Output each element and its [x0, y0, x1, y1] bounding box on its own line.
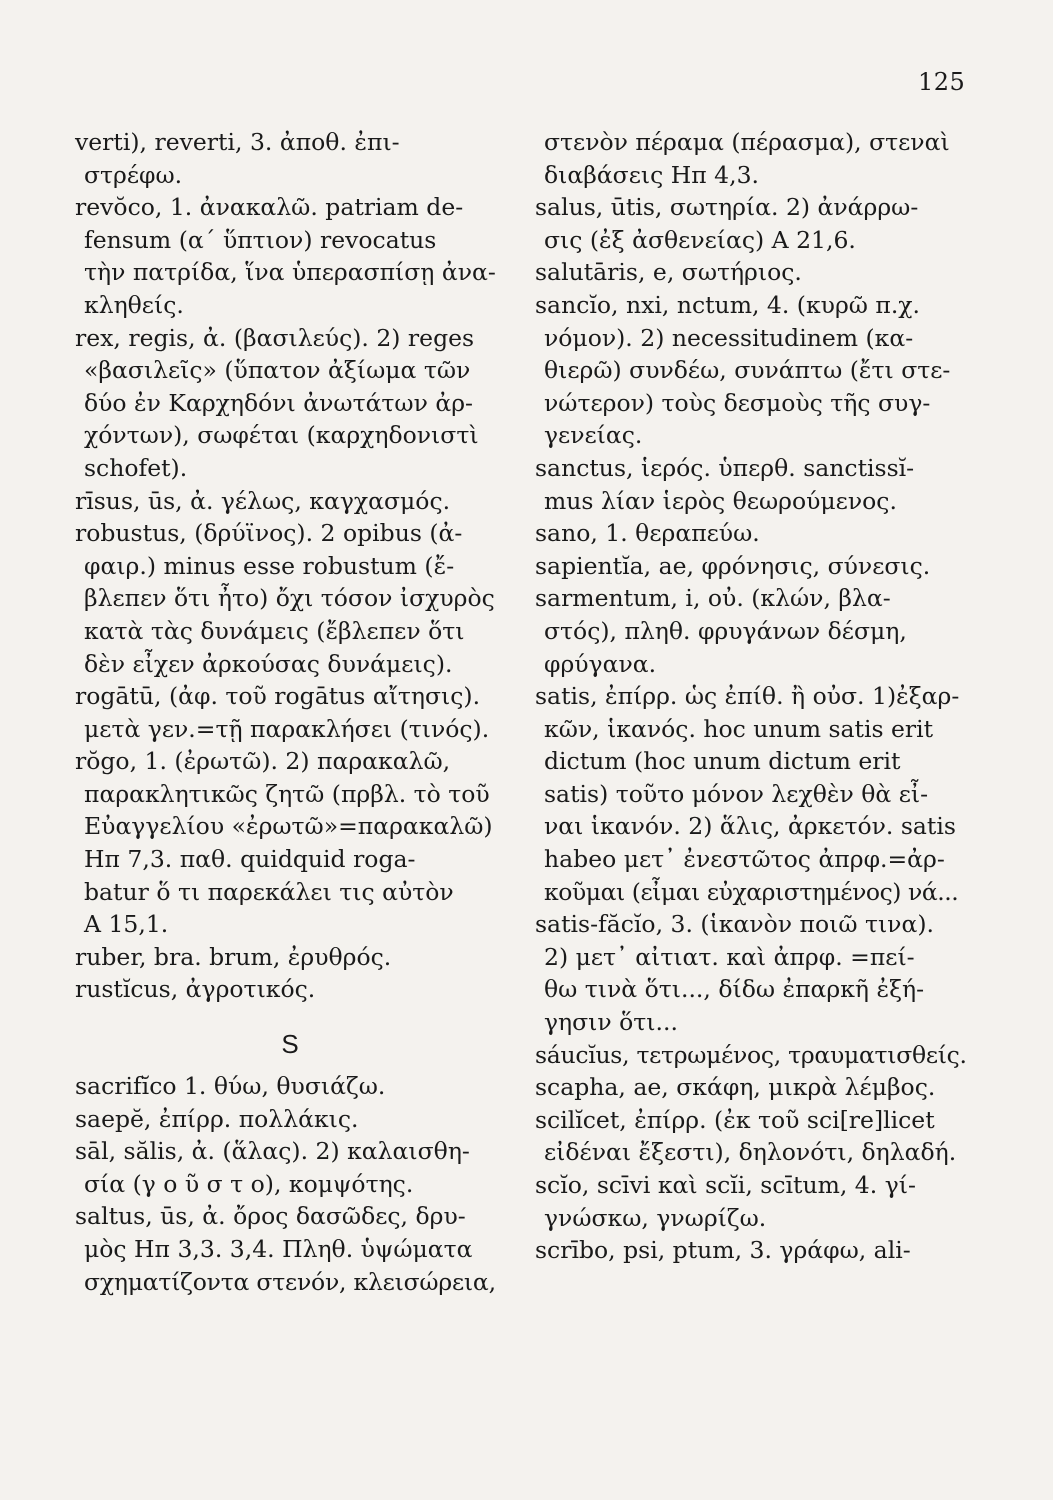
- dictionary-line: sancĭo, nxi, nctum, 4. (κυρῶ π.χ.: [535, 290, 921, 319]
- left-column: [75, 126, 505, 1298]
- dictionary-line: 2) μετ᾽ αἰτιατ. καὶ ἀπρφ. =πεί-: [544, 942, 915, 971]
- page-number: 125: [918, 68, 966, 96]
- dictionary-line: satis) τοῦτο μόνον λεχθὲν θὰ εἶ-: [544, 779, 929, 808]
- dictionary-line: sanctus, ἱερός. ὑπερθ. sanctissĭ-: [535, 453, 915, 482]
- dictionary-line: satis-făcĭo, 3. (ἱκανὸν ποιῶ τινα).: [535, 910, 934, 939]
- section-letter: S: [281, 1029, 299, 1060]
- dictionary-line: φαιρ.) minus esse robustum (ἔ-: [84, 551, 455, 580]
- dictionary-line: satis, ἐπίρρ. ὡς ἐπίθ. ἢ οὐσ. 1)ἐξαρ-: [535, 682, 960, 711]
- dictionary-line: γνώσκω, γνωρίζω.: [544, 1203, 767, 1232]
- dictionary-line: χόντων), σωφέται (καρχηδονιστὶ: [84, 421, 479, 450]
- dictionary-line: κῶν, ἱκανός. hoc unum satis erit: [544, 714, 934, 743]
- dictionary-line: sapientĭa, ae, φρόνησις, σύνεσις.: [535, 551, 931, 580]
- dictionary-line: fensum (α΄ ὕπτιον) revocatus: [84, 225, 437, 254]
- dictionary-line: scrībo, psi, ptum, 3. γράφω, ali-: [535, 1236, 911, 1265]
- dictionary-line: sāl, sălis, ἀ. (ἅλας). 2) καλαισθη-: [75, 1137, 470, 1166]
- dictionary-line: κατὰ τὰς δυνάμεις (ἔβλεπεν ὅτι: [84, 616, 465, 645]
- dictionary-line: σις (ἐξ ἀσθενείας) Α 21,6.: [544, 225, 856, 254]
- dictionary-line: δύο ἐν Καρχηδόνι ἀνωτάτων ἀρ-: [84, 388, 473, 417]
- dictionary-line: μετὰ γεν.=τῇ παρακλήσει (τινός).: [84, 714, 490, 743]
- dictionary-line: Εὐαγγελίου «ἐρωτῶ»=παρακαλῶ): [84, 812, 493, 841]
- dictionary-line: mus λίαν ἱερὸς θεωρούμενος.: [544, 486, 897, 515]
- dictionary-line: rustĭcus, ἀγροτικός.: [75, 975, 316, 1004]
- dictionary-line: batur ὅ τι παρεκάλει τις αὐτὸν: [84, 877, 454, 906]
- dictionary-line: salutāris, e, σωτήριος.: [535, 258, 802, 287]
- dictionary-line: «βασιλεῖς» (ὕπατον ἀξίωμα τῶν: [84, 356, 471, 385]
- dictionary-line: στρέφω.: [84, 160, 183, 189]
- dictionary-line: στενὸν πέραμα (πέρασμα), στεναὶ: [544, 128, 950, 156]
- dictionary-line: rogātū, (ἀφ. τοῦ rogātus αἴτησις).: [75, 682, 481, 711]
- dictionary-line: rīsus, ūs, ἀ. γέλως, καγχασμός.: [75, 486, 451, 515]
- right-column: [535, 126, 967, 1267]
- dictionary-line: σία (γ ο ῦ σ τ ο), κομψότης.: [84, 1169, 414, 1198]
- dictionary-line: salus, ūtis, σωτηρία. 2) ἀνάρρω-: [535, 193, 919, 222]
- dictionary-line: σχηματίζοντα στενόν, κλεισώρεια,: [84, 1267, 496, 1296]
- dictionary-line: βλεπεν ὅτι ἦτο) ὄχι τόσον ἰσχυρὸς: [84, 584, 495, 613]
- dictionary-line: γησιν ὅτι...: [544, 1008, 678, 1037]
- dictionary-line: νόμον). 2) necessitudinem (κα-: [544, 323, 914, 352]
- dictionary-line: θιερῶ) συνδέω, συνάπτω (ἔτι στε-: [544, 356, 951, 385]
- dictionary-line: παρακλητικῶς ζητῶ (πρβλ. τὸ τοῦ: [84, 779, 490, 808]
- dictionary-line: scĭo, scīvi καὶ scĭi, scītum, 4. γί-: [535, 1171, 916, 1199]
- dictionary-line: scapha, ae, σκάφη, μικρὰ λέμβος.: [535, 1073, 936, 1102]
- dictionary-line: κληθείς.: [84, 290, 184, 319]
- dictionary-line: sano, 1. θεραπεύω.: [535, 519, 760, 548]
- dictionary-line: στός), πληθ. φρυγάνων δέσμη,: [544, 616, 907, 645]
- dictionary-line: γενείας.: [544, 421, 643, 450]
- dictionary-line: dictum (hoc unum dictum erit: [544, 747, 901, 776]
- dictionary-line: sacrifĭco 1. θύω, θυσιάζω.: [75, 1072, 386, 1101]
- dictionary-line: εἰδέναι ἔξεστι), δηλονότι, δηλαδή.: [544, 1138, 957, 1167]
- dictionary-line: δὲν εἶχεν ἀρκούσας δυνάμεις).: [84, 649, 453, 678]
- dictionary-line: rex, regis, ἀ. (βασιλεύς). 2) reges: [75, 323, 475, 352]
- left-entries-s: [75, 1070, 505, 1298]
- dictionary-line: ruber, bra. brum, ἐρυθρός.: [75, 942, 392, 971]
- dictionary-line: saepĕ, ἐπίρρ. πολλάκις.: [75, 1104, 359, 1133]
- dictionary-line: saltus, ūs, ἀ. ὄρος δασῶδες, δρυ-: [75, 1202, 466, 1231]
- dictionary-line: νώτερον) τοὺς δεσμοὺς τῆς συγ-: [544, 388, 931, 417]
- dictionary-line: Ηπ 7,3. παθ. quidquid roga-: [84, 845, 416, 874]
- dictionary-line: habeo μετ᾽ ἐνεστῶτος ἀπρφ.=ἀρ-: [544, 845, 945, 874]
- dictionary-line: verti), reverti, 3. ἀποθ. ἐπι-: [75, 128, 400, 156]
- dictionary-line: κοῦμαι (εἶμαι εὐχαριστημένος) νά...: [544, 877, 959, 906]
- dictionary-line: Α 15,1.: [84, 910, 169, 939]
- dictionary-line: scilĭcet, ἐπίρρ. (ἐκ τοῦ sci[re]licet: [535, 1105, 935, 1134]
- dictionary-line: rŏgo, 1. (ἐρωτῶ). 2) παρακαλῶ,: [75, 747, 451, 776]
- dictionary-line: τὴν πατρίδα, ἵνα ὑπερασπίσῃ ἀνα-: [84, 258, 496, 287]
- dictionary-line: robustus, (δρύϊνος). 2 opibus (ἀ-: [75, 519, 463, 548]
- left-entries-r: [75, 126, 505, 1006]
- dictionary-line: sarmentum, i, οὐ. (κλών, βλα-: [535, 584, 891, 613]
- dictionary-line: sáucĭus, τετρωμένος, τραυματισθείς.: [535, 1040, 967, 1069]
- dictionary-line: revŏco, 1. ἀνακαλῶ. patriam de-: [75, 193, 464, 222]
- dictionary-line: schofet).: [84, 453, 188, 482]
- dictionary-line: διαβάσεις Ηπ 4,3.: [544, 160, 759, 189]
- dictionary-line: μὸς Ηπ 3,3. 3,4. Πληθ. ὑψώματα: [84, 1235, 473, 1263]
- dictionary-line: θω τινὰ ὅτι..., δίδω ἐπαρκῆ ἐξή-: [544, 975, 925, 1004]
- dictionary-line: ναι ἱκανόν. 2) ἅλις, ἀρκετόν. satis: [544, 812, 956, 841]
- dictionary-line: φρύγανα.: [544, 649, 657, 678]
